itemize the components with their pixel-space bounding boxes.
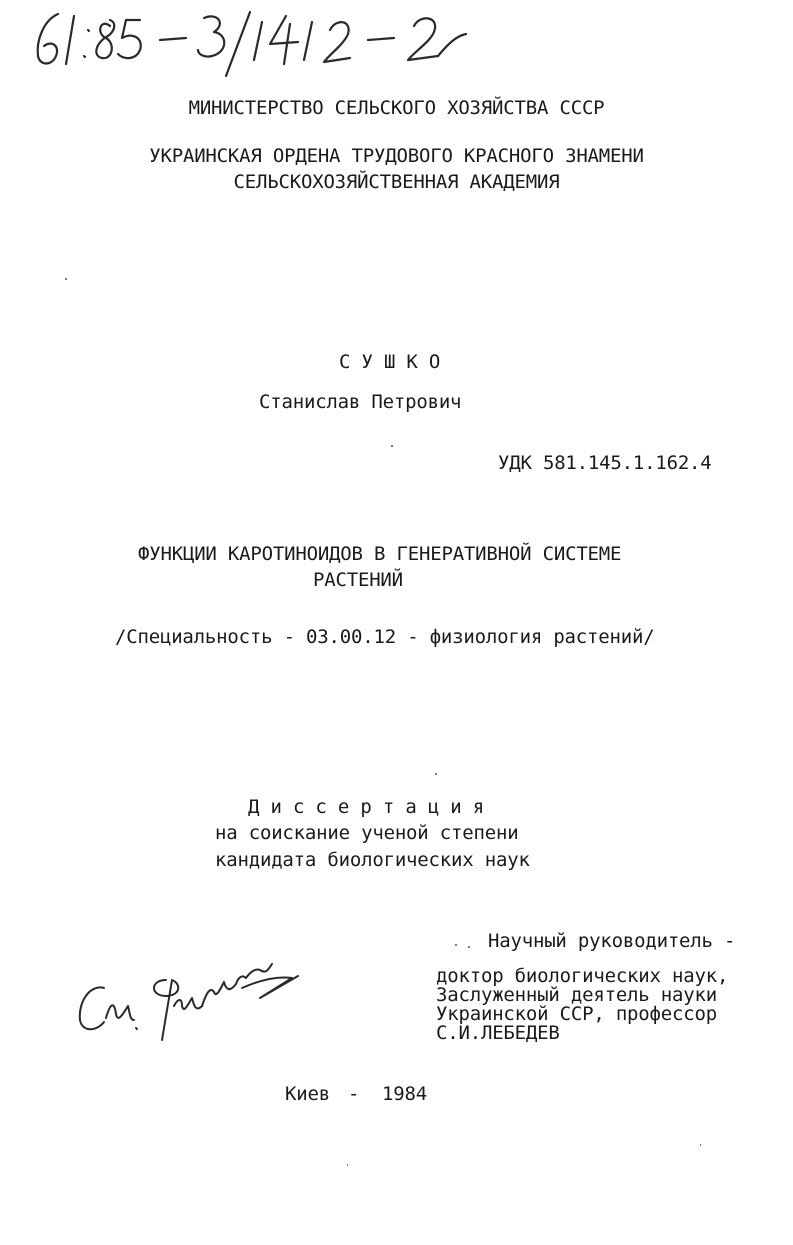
scan-speck: [347, 1164, 348, 1166]
handwritten-signature: [70, 940, 310, 1050]
supervisor-line3: Украинской ССР, профессор: [436, 1003, 717, 1025]
thesis-title-line2: РАСТЕНИЙ: [313, 569, 403, 591]
supervisor-label: Научный руководитель -: [488, 930, 736, 952]
author-surname: С У Ш К О: [339, 351, 441, 373]
footer-city: Киев: [285, 1083, 330, 1105]
academy-heading-line2: СЕЛЬСКОХОЗЯЙСТВЕННАЯ АКАДЕМИЯ: [233, 171, 560, 193]
scan-speck: [468, 946, 470, 948]
supervisor-line2: Заслуженный деятель науки: [436, 984, 717, 1006]
supervisor-line4: С.И.ЛЕБЕДЕВ: [436, 1022, 560, 1044]
degree-heading: Д и с с е р т а ц и я: [248, 796, 485, 818]
scan-speck: [435, 773, 437, 775]
footer-year: 1984: [382, 1083, 427, 1105]
supervisor-line1: доктор биологических наук,: [436, 965, 729, 987]
degree-line2: на соискание ученой степени: [215, 822, 519, 844]
udc-code: УДК 581.145.1.162.4: [498, 452, 712, 474]
scan-speck: [455, 944, 457, 946]
specialty-line: /Специальность - 03.00.12 - физиология растений/: [115, 626, 655, 648]
scan-speck: [391, 445, 393, 447]
degree-line3: кандидата биологических наук: [215, 849, 530, 871]
scan-speck: [65, 278, 67, 280]
academy-heading-line1: УКРАИНСКАЯ ОРДЕНА ТРУДОВОГО КРАСНОГО ЗНАМЕНИ: [149, 145, 644, 167]
author-name: Станислав Петрович: [259, 391, 462, 413]
footer-dash: -: [348, 1083, 360, 1105]
scan-speck: [700, 1144, 701, 1146]
thesis-title-line1: ФУНКЦИИ КАРОТИНОИДОВ В ГЕНЕРАТИВНОЙ СИСТЕМЕ: [138, 543, 622, 565]
ministry-heading: МИНИСТЕРСТВО СЕЛЬСКОГО ХОЗЯЙСТВА СССР: [188, 97, 605, 119]
